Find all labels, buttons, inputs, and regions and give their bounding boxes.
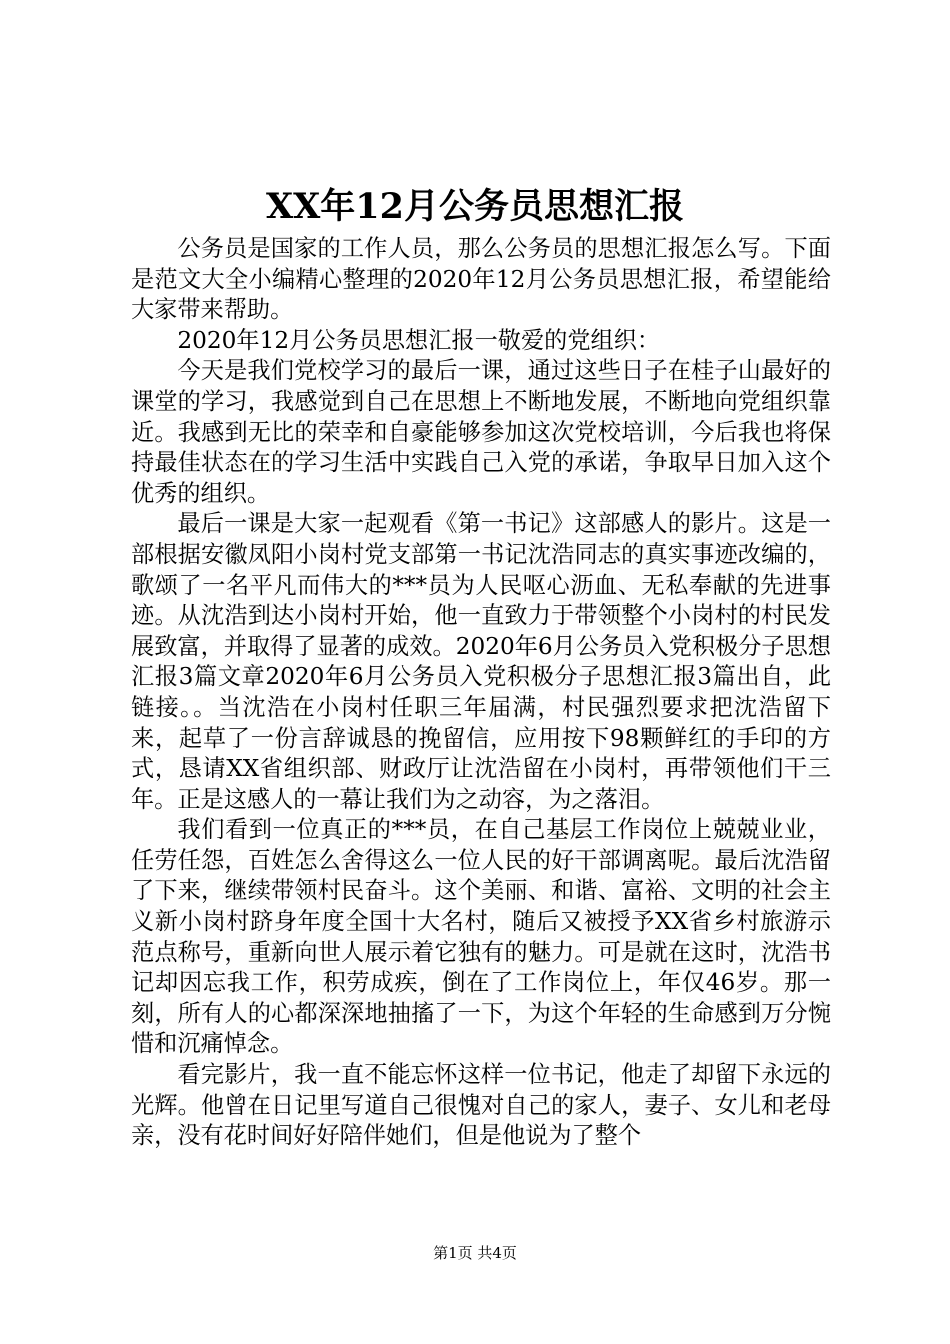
document-body xyxy=(131,234,831,1152)
paragraph-after-movie: 看完影片，我一直不能忘怀这样一位书记，他走了却留下永远的光辉。他曾在日记里写道自己很愧对自己的家人，妻子、女儿和老母亲，没有花时间好好陪伴她们，但是他说为了整个 xyxy=(131,1061,831,1150)
document-title: XX年12月公务员思想汇报 xyxy=(265,186,685,227)
paragraph-last-class: 今天是我们党校学习的最后一课，通过这些日子在桂子山最好的课堂的学习，我感觉到自己在思想上不断地发展，不断地向党组织靠近。我感到无比的荣幸和自豪能够参加这次党校培训，今后我也将保持最佳状态在的学习生活中实践自己入党的承诺，争取早日加入这个优秀的组织。 xyxy=(131,357,831,507)
paragraph-movie: 最后一课是大家一起观看《第一书记》这部感人的影片。这是一部根据安徽凤阳小岗村党支部第一书记沈浩同志的真实事迹改编的，歌颂了一名平凡而伟大的***员为人民呕心沥血、无私奉献的先进事迹。从沈浩到达小岗村开始，他一直致力于带领整个小岗村的村民发展致富，并取得了显著的成效。2020年6月公务员入党积极分子思想汇报3篇文章2020年6月公务员入党积极分子思想汇报3篇出自，此链接。。当沈浩在小岗村任职三年届满，村民强烈要求把沈浩留下来，起草了一份言辞诚恳的挽留信，应用按下98颗鲜红的手印的方式，恳请XX省组织部、财政厅让沈浩留在小岗村，再带领他们干三年。正是这感人的一幕让我们为之动容，为之落泪。 xyxy=(131,510,831,813)
page-number-footer: 第1页 共4页 xyxy=(433,1244,517,1262)
paragraph-intro: 公务员是国家的工作人员，那么公务员的思想汇报怎么写。下面是范文大全小编精心整理的2020年12月公务员思想汇报，希望能给大家带来帮助。 xyxy=(131,235,831,324)
paragraph-true-member: 我们看到一位真正的***员，在自己基层工作岗位上兢兢业业，任劳任怨，百姓怎么舍得这么一位人民的好干部调离呢。最后沈浩留了下来，继续带领村民奋斗。这个美丽、和谐、富裕、文明的社会主义新小岗村跻身年度全国十大名村，随后又被授予XX省乡村旅游示范点称号，重新向世人展示着它独有的魅力。可是就在这时，沈浩书记却因忘我工作，积劳成疾，倒在了工作岗位上，年仅46岁。那一刻，所有人的心都深深地抽搐了一下，为这个年轻的生命感到万分惋惜和沉痛悼念。 xyxy=(131,816,831,1058)
paragraph-salutation: 2020年12月公务员思想汇报一敬爱的党组织： xyxy=(177,326,661,354)
